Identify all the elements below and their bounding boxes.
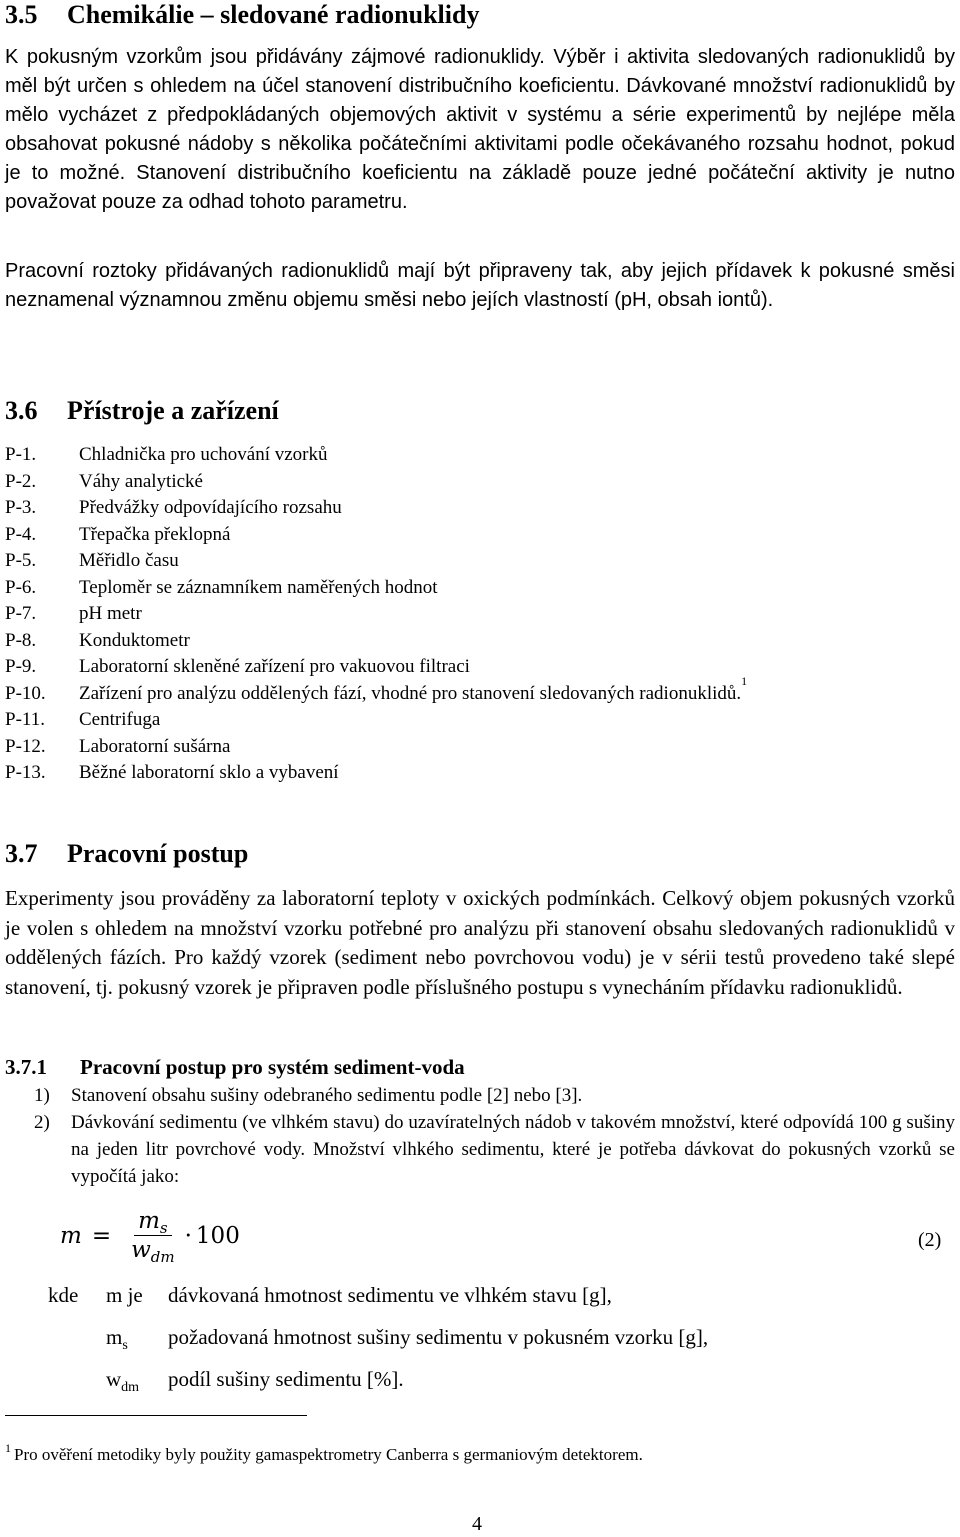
multiplication-dot: ·	[184, 1222, 192, 1249]
numerator-variable: m	[138, 1208, 160, 1234]
section-title: Pracovní postup	[67, 839, 249, 868]
symbol-letter: m	[106, 1325, 123, 1349]
list-item	[5, 548, 955, 575]
item-code: P-10.	[5, 682, 46, 704]
denominator-subscript: dm	[150, 1248, 175, 1266]
footnote-separator	[5, 1415, 307, 1416]
item-text: Konduktometr	[79, 629, 190, 651]
item-text: pH metr	[79, 603, 142, 624]
section-heading-3-7	[5, 839, 248, 869]
item-text: Měřidlo času	[79, 550, 179, 571]
list-item	[5, 601, 955, 628]
item-code: P-12.	[5, 735, 46, 757]
step-number: 2)	[34, 1112, 50, 1133]
where-label: kde	[48, 1283, 79, 1307]
equation-number: (2)	[918, 1229, 942, 1251]
item-text: Chladnička pro uchování vzorků	[79, 444, 328, 465]
equation-factor: 100	[195, 1222, 240, 1249]
symbol-subscript: dm	[121, 1380, 140, 1395]
item-code: P-2.	[5, 470, 37, 492]
list-item	[5, 628, 955, 655]
step-text: Dávkování sedimentu (ve vlhkém stavu) do uzavíratelných nádob v takovém množství, které odpovídá 100 g sušiny na jeden litr povrchové vody. Množství vlhkého sedimentu, které je potřeba dávkovat do pokusných vzorků se vypočítá jako:	[71, 1112, 955, 1187]
item-text: Běžné laboratorní sklo a vybavení	[79, 762, 339, 783]
paragraph-procedure: Experimenty jsou prováděny za laboratorní teploty v oxických podmínkách. Celkový objem pokusných vzorků je volen s ohledem na množství vzorku potřebné pro analýzu při stanovení obsahu sledovaných radionuklidů v oddělených fázích. Pro každý vzorek (sediment nebo povrchovou vodu) je v sérii testů provedeno také slepé stanovení, tj. pokusný vzorek je připraven podle příslušného postupu s vynecháním přídavku radionuklidů.	[5, 886, 955, 999]
equals-sign: =	[91, 1222, 112, 1249]
item-code: P-5.	[5, 550, 37, 571]
item-code: P-11.	[5, 709, 45, 730]
section-heading-3-6	[5, 396, 279, 426]
footnote	[5, 1441, 643, 1465]
section-number: 3.6	[5, 396, 38, 425]
footnote-reference[interactable]: 1	[741, 673, 748, 688]
definition-text: požadovaná hmotnost sušiny sedimentu v pokusném vzorku [g],	[168, 1325, 709, 1349]
step-item	[5, 1109, 955, 1190]
definition-symbol	[106, 1283, 168, 1308]
list-item	[5, 575, 955, 602]
symbol-letter: w	[106, 1367, 122, 1391]
list-item	[5, 707, 955, 734]
list-item	[5, 522, 955, 549]
list-item	[5, 442, 955, 469]
footnote-text: Pro ověření metodiky byly použity gamaspektrometry Canberra s germaniovým detektorem.	[14, 1445, 643, 1464]
symbol-letter: m	[106, 1283, 123, 1307]
step-text: Stanovení obsahu sušiny odebraného sedimentu podle [2] nebo [3].	[71, 1085, 583, 1106]
list-item	[5, 734, 955, 761]
step-item	[5, 1082, 955, 1109]
item-code: P-9.	[5, 656, 37, 677]
item-text: Laboratorní skleněné zařízení pro vakuovou filtraci	[79, 656, 470, 677]
page-number: 4	[472, 1513, 482, 1535]
section-heading-3-5	[5, 0, 479, 30]
item-code: P-13.	[5, 762, 46, 783]
fraction-denominator	[127, 1236, 179, 1266]
symbol-subscript: s	[122, 1338, 128, 1353]
item-text: Centrifuga	[79, 709, 161, 730]
fraction	[127, 1208, 179, 1266]
section-number: 3.7	[5, 839, 38, 868]
procedure-steps	[5, 1082, 955, 1190]
definition-row	[48, 1367, 708, 1409]
item-text: Laboratorní sušárna	[79, 735, 231, 757]
equation-lhs: m	[60, 1222, 82, 1249]
denominator-variable: w	[131, 1237, 151, 1263]
list-item	[5, 673, 955, 708]
numerator-subscript: s	[159, 1219, 168, 1237]
item-text: Předvážky odpovídajícího rozsahu	[79, 497, 342, 518]
subsection-number: 3.7.1	[5, 1055, 47, 1079]
equation	[60, 1208, 240, 1266]
section-number: 3.5	[5, 0, 38, 29]
item-text: Váhy analytické	[79, 470, 203, 492]
item-code: P-4.	[5, 523, 37, 545]
symbol-suffix: je	[122, 1283, 143, 1307]
item-code: P-8.	[5, 629, 37, 651]
item-code: P-3.	[5, 497, 37, 518]
item-code: P-7.	[5, 603, 37, 624]
definition-text: podíl sušiny sedimentu [%].	[168, 1367, 404, 1391]
definition-row	[48, 1325, 708, 1367]
item-code: P-6.	[5, 576, 37, 598]
list-item	[5, 760, 955, 787]
definition-symbol	[106, 1367, 168, 1395]
item-text: Teploměr se záznamníkem naměřených hodnot	[79, 576, 438, 598]
equipment-list	[5, 442, 955, 787]
step-number: 1)	[34, 1085, 50, 1106]
item-text: Třepačka překlopná	[79, 523, 231, 545]
paragraph-radionuclides-selection: K pokusným vzorkům jsou přidávány zájmové radionuklidy. Výběr i aktivita sledovaných radionuklidů by měl být určen s ohledem na účel stanovení distribučního koeficientu. Dávkované množství radionuklidů by mělo vycházet z předpokládaných objemových aktivit v systému a série experimentů by nejlépe měla obsahovat pokusné nádoby s několika počátečními aktivitami podle očekávaného rozsahu hodnot, pokud je to možné. Stanovení distribučního koeficientu na základě pouze jedné počáteční aktivity je nutno považovat pouze za odhad tohoto parametru.	[5, 46, 955, 213]
list-item	[5, 495, 955, 522]
list-item	[5, 469, 955, 496]
item-code: P-1.	[5, 444, 37, 465]
variable-definitions	[48, 1283, 708, 1409]
definition-row	[48, 1283, 708, 1325]
list-item	[5, 654, 955, 681]
item-text: Zařízení pro analýzu oddělených fází, vhodné pro stanovení sledovaných radionuklidů.	[79, 682, 742, 704]
subsection-title: Pracovní postup pro systém sediment-voda	[80, 1055, 465, 1079]
paragraph-working-solutions: Pracovní roztoky přidávaných radionuklidů mají být připraveny tak, aby jejich přídavek k pokusné směsi neznamenal významnou změnu objemu směsi nebo jejích vlastností (pH, obsah iontů).	[5, 260, 955, 311]
footnote-mark: 1	[5, 1441, 11, 1455]
definition-symbol	[106, 1325, 168, 1353]
definition-text: dávkovaná hmotnost sedimentu ve vlhkém stavu [g],	[168, 1283, 612, 1307]
section-title: Chemikálie – sledované radionuklidy	[67, 0, 480, 29]
subsection-heading-3-7-1	[5, 1055, 465, 1080]
section-title: Přístroje a zařízení	[67, 396, 279, 425]
fraction-numerator	[134, 1208, 172, 1236]
